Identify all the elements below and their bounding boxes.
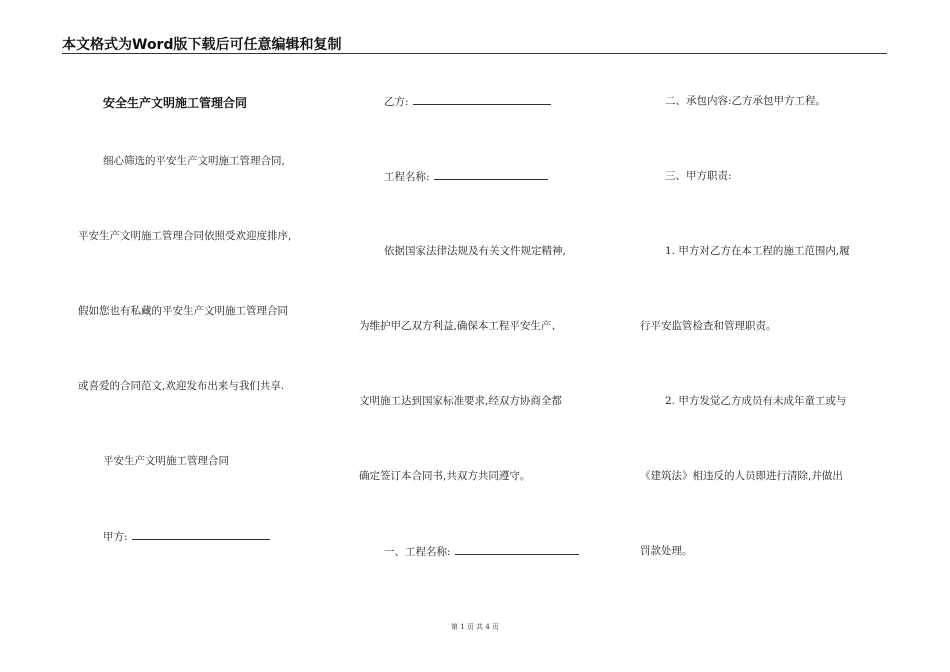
item-2-line-2: 《建筑法》相违反的人员即进行清除,并做出 [640,470,843,482]
party-b-blank [413,94,551,105]
col2-paragraph-2: 为维护甲乙双方利益,确保本工程平安生产、 [359,320,562,332]
item-1-line-1: 1. 甲方对乙方在本工程的施工范围内,履 [665,245,850,257]
section-2: 二、承包内容:乙方承包甲方工程。 [665,95,827,107]
party-b-label: 乙方: [384,96,409,108]
header-divider [62,53,887,54]
item-1-line-2: 行平安监管检查和管理职责。 [640,320,777,332]
header-title: 本文格式为Word版下载后可任意编辑和复制 [62,37,342,53]
document-title: 安全生产文明施工管理合同 [103,96,248,110]
col2-paragraph-4: 确定签订本合同书,共双方共同遵守。 [359,470,531,482]
section-3: 三、甲方职责: [665,170,732,182]
project-name-label: 工程名称: [384,171,430,183]
project-name-line [384,169,548,184]
section-1-label: 一、工程名称: [384,546,451,558]
col2-paragraph-3: 文明施工达到国家标准要求,经双方协商全都 [359,395,562,407]
col1-paragraph-4: 或喜爱的合同范文,欢迎发布出来与我们共享. [78,380,285,392]
party-a-blank [132,529,270,540]
col2-paragraph-1: 依据国家法律法规及有关文件规定精神, [384,245,566,257]
section-1-line [384,544,579,559]
party-a-label: 甲方: [103,531,128,543]
col1-paragraph-3: 假如您也有私藏的平安生产文明施工管理合同 [78,305,288,317]
col1-paragraph-2: 平安生产文明施工管理合同依照受欢迎度排序, [78,230,292,242]
col1-paragraph-5: 平安生产文明施工管理合同 [103,455,229,467]
item-2-line-1: 2. 甲方发觉乙方成员有未成年童工或与 [665,395,847,407]
party-a-line [103,529,270,544]
page-number: 第 1 页 共 4 页 [450,623,500,631]
party-b-line [384,94,551,109]
section-1-blank [455,544,579,555]
col1-paragraph-1: 细心筛选的平安生产文明施工管理合同, [103,155,285,167]
project-name-blank [434,169,548,180]
item-2-line-3: 罚款处理。 [640,545,693,557]
